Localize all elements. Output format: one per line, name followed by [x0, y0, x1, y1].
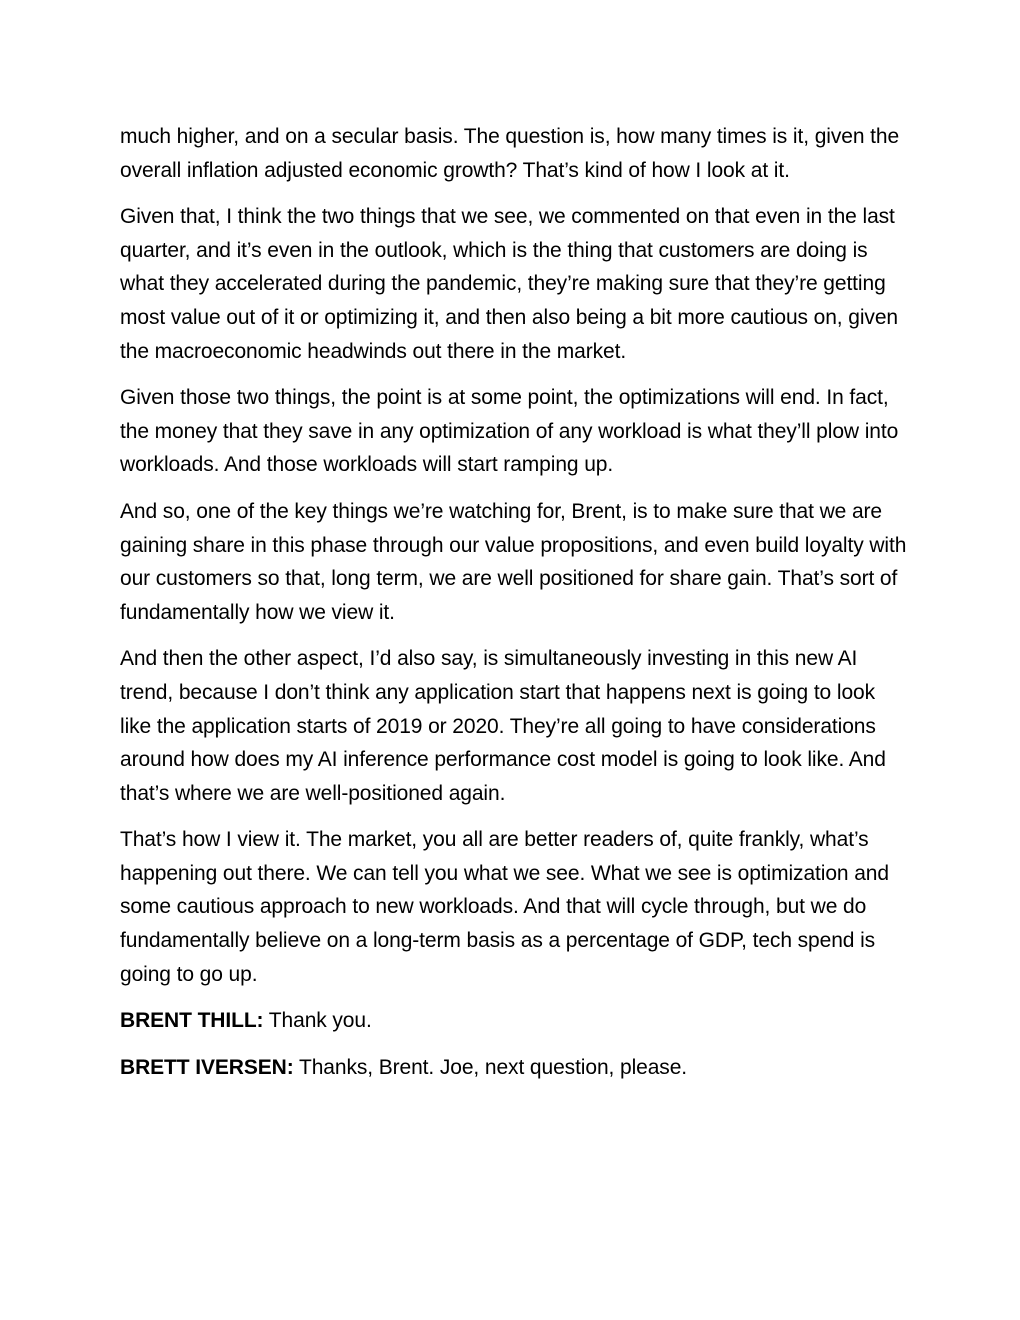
speaker-remark: Thank you. — [263, 1009, 372, 1033]
transcript-page — [120, 120, 910, 1097]
speaker-remark: Thanks, Brent. Joe, next question, please. — [293, 1055, 688, 1079]
transcript-paragraph: That’s how I view it. The market, you all are better readers of, quite frankly, what’s happening out there. We can tell you what we see. What we see is optimization and some cautious approach to new workloads. And that will cycle through, but we do fundamentally believe on a long-term basis as a percentage of GDP, tech spend is going to go up. — [120, 828, 889, 986]
transcript-paragraph: much higher, and on a secular basis. The question is, how many times is it, given the overall inflation adjusted economic growth? That’s kind of how I look at it. — [120, 125, 900, 182]
speaker-name: BRETT IVERSEN: — [120, 1055, 294, 1079]
speaker-line-brett-iversen — [120, 1051, 910, 1085]
transcript-paragraph: And so, one of the key things we’re watching for, Brent, is to make sure that we are gaining share in this phase through our value propositions, and even build loyalty with our customers so that, long term, we are well positioned for share gain. That’s sort of fundamentally how we view it. — [120, 499, 907, 624]
transcript-paragraph: Given those two things, the point is at some point, the optimizations will end. In fact, the money that they save in any optimization of any workload is what they’ll plow into workloads. And those workloads will start ramping up. — [120, 386, 899, 477]
speaker-line-brent-thill — [120, 1004, 910, 1038]
speaker-name: BRENT THILL: — [120, 1009, 264, 1033]
transcript-paragraph: Given that, I think the two things that we see, we commented on that even in the last quarter, and it’s even in the outlook, which is the thing that customers are doing is what they accelerated during the pandemic, they’re making sure that they’re getting most value out of it or optimizing it, and then also being a bit more cautious on, given the macroeconomic headwinds out there in the market. — [120, 205, 898, 363]
transcript-paragraph: And then the other aspect, I’d also say, is simultaneously investing in this new AI trend, because I don’t think any application start that happens next is going to look like the application starts of 2019 or 2020. They’re all going to have considerations around how does my AI inference performance cost model is going to look like. And that’s where we are well-positioned again. — [120, 647, 886, 805]
